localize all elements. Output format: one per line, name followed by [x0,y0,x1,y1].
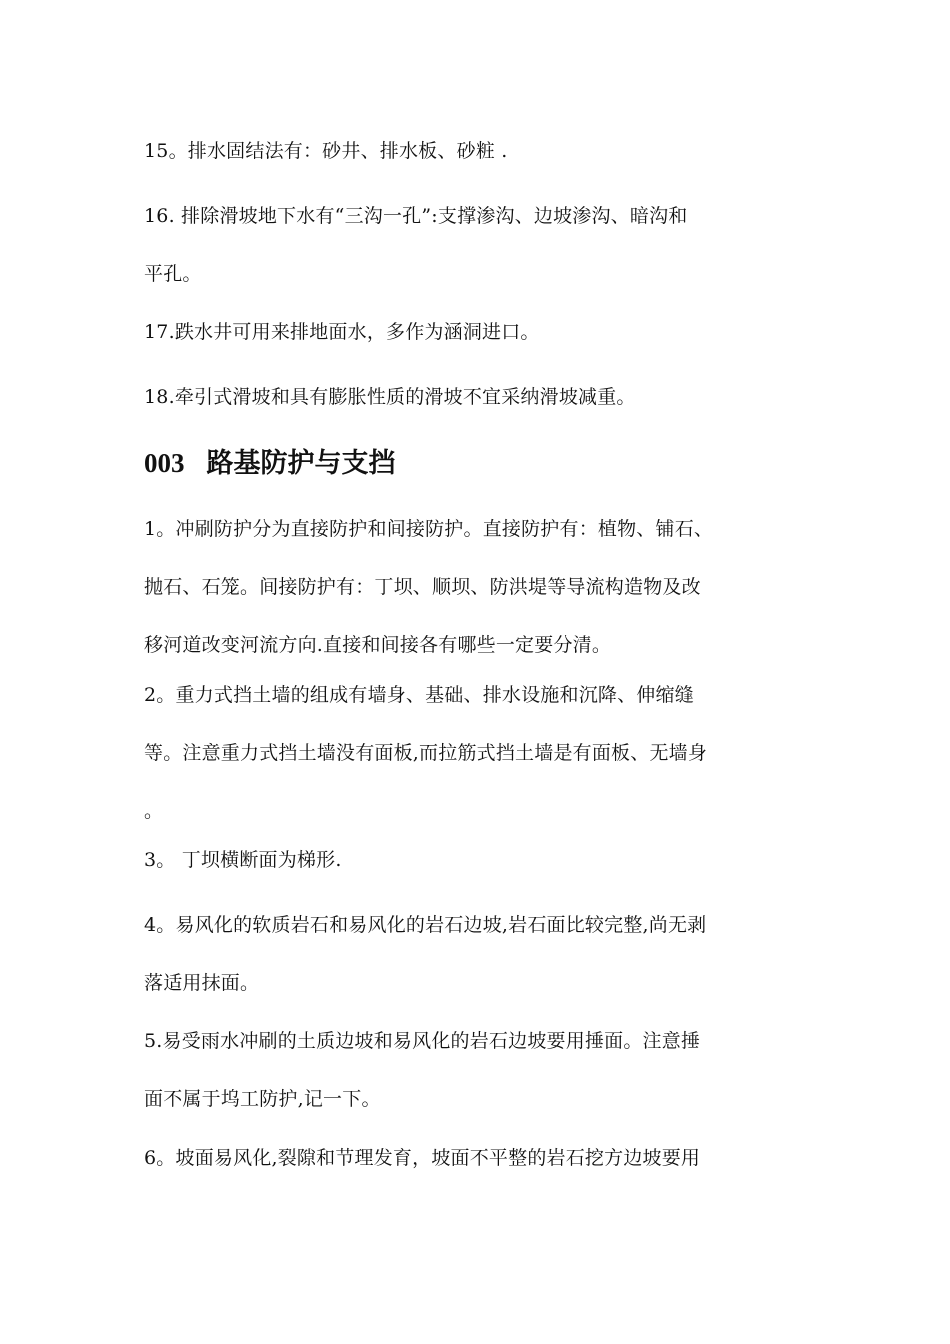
paragraph-line: 等。注意重力式挡土墙没有面板,而拉筋式挡土墙是有面板、无墙身 [144,742,708,764]
paragraph-17 [144,303,809,361]
paragraph-line: 移河道改变河流方向.直接和间接各有哪些一定要分清。 [144,634,612,656]
paragraph-line: 1。冲刷防护分为直接防护和间接防护。直接防护有：植物、铺石、 [144,518,714,540]
paragraph-18 [144,368,809,426]
paragraph-line: 15。排水固结法有：砂井、排水板、砂粧 . [144,140,508,162]
paragraph-line: 。 [144,800,164,822]
document-page [144,0,809,1344]
paragraph-6 [144,1129,809,1187]
section-number: 003 [144,448,185,478]
paragraph-line: 抛石、石笼。间接防护有：丁坝、顺坝、防洪堤等导流构造物及改 [144,576,701,598]
paragraph-line: 16. 排除滑坡地下水有“三沟一孔”:支撑渗沟、边坡渗沟、暗沟和 [144,205,688,227]
paragraph-2 [144,666,809,840]
paragraph-1 [144,500,809,674]
section-title: 路基防护与支挡 [206,448,396,478]
paragraph-line: 17.跌水井可用来排地面水，多作为涵洞进口。 [144,321,540,343]
paragraph-4 [144,896,809,1012]
paragraph-15 [144,122,809,180]
paragraph-line: 6。坡面易风化,裂隙和节理发育，坡面不平整的岩石挖方边坡要用 [144,1147,701,1169]
paragraph-3 [144,831,809,889]
paragraph-line: 4。易风化的软质岩石和易风化的岩石边坡,岩石面比较完整,尚无剥 [144,914,707,936]
paragraph-line: 3。 丁坝横断面为梯形. [144,849,342,871]
paragraph-line: 18.牵引式滑坡和具有膨胀性质的滑坡不宜采纳滑坡减重。 [144,386,636,408]
paragraph-16 [144,187,809,303]
paragraph-line: 2。重力式挡土墙的组成有墙身、基础、排水设施和沉降、伸缩缝 [144,684,694,706]
paragraph-line: 平孔。 [144,263,202,285]
paragraph-5 [144,1012,809,1128]
paragraph-line: 面不属于坞工防护,记一下。 [144,1088,381,1110]
section-heading [144,443,396,483]
paragraph-line: 落适用抹面。 [144,972,260,994]
paragraph-line: 5.易受雨水冲刷的土质边坡和易风化的岩石边坡要用捶面。注意捶 [144,1030,701,1052]
